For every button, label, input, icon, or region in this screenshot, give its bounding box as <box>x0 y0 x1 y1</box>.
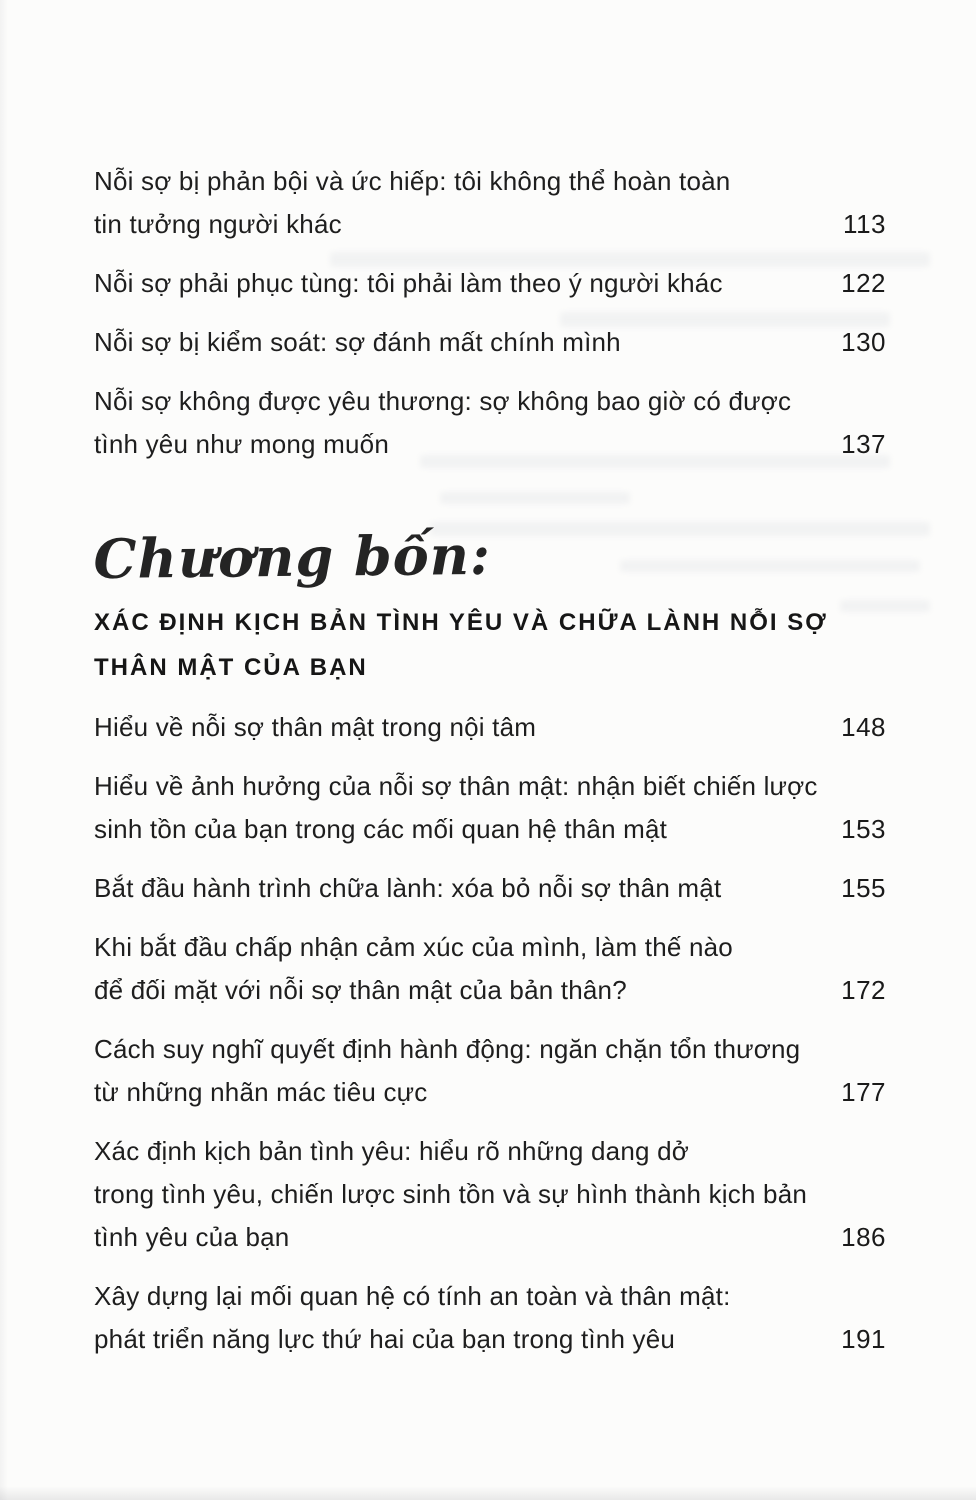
toc-section-top <box>94 160 886 466</box>
toc-entry <box>94 160 886 246</box>
toc-entry-text: Hiểu về nỗi sợ thân mật trong nội tâm <box>94 712 537 742</box>
toc-entry <box>94 1275 886 1361</box>
toc-entry-text: để đối mặt với nỗi sợ thân mật của bản thân? <box>94 975 627 1005</box>
toc-entry-text: trong tình yêu, chiến lược sinh tồn và sự hình thành kịch bản <box>94 1179 808 1209</box>
toc-entry-text: Nỗi sợ bị phản bội và ức hiếp: tôi không thể hoàn toàn <box>94 166 731 196</box>
toc-entry <box>94 926 886 1012</box>
chapter-title-line: XÁC ĐỊNH KỊCH BẢN TÌNH YÊU VÀ CHỮA LÀNH NỖI SỢ <box>94 609 828 636</box>
toc-entry-text: Cách suy nghĩ quyết định hành động: ngăn chặn tổn thương <box>94 1034 801 1064</box>
chapter-heading-block <box>94 522 886 690</box>
toc-entry <box>94 1028 886 1114</box>
toc-entry <box>94 765 886 851</box>
toc-section-chapter4 <box>94 706 886 1361</box>
toc-page-number: 122 <box>841 268 886 298</box>
toc-entry <box>94 380 886 466</box>
toc-page-number: 172 <box>841 975 886 1005</box>
toc-entry-text: Xây dựng lại mối quan hệ có tính an toàn và thân mật: <box>94 1281 731 1311</box>
toc-entry <box>94 867 886 910</box>
toc-entry-text: phát triển năng lực thứ hai của bạn trong tình yêu <box>94 1324 676 1354</box>
chapter-script-title: Chương bốn: <box>93 522 492 592</box>
toc-page-number: 177 <box>841 1077 886 1107</box>
bleedthrough-artifact <box>440 492 630 504</box>
page-edge-shade-bottom <box>0 1486 976 1500</box>
toc-entry-text: tình yêu của bạn <box>94 1222 290 1252</box>
toc-entry-text: tình yêu như mong muốn <box>94 429 389 459</box>
page-edge-shade-left <box>0 0 8 1500</box>
toc-page-number: 137 <box>841 429 886 459</box>
toc-entry-text: Nỗi sợ không được yêu thương: sợ không bao giờ có được <box>94 386 792 416</box>
toc-entry <box>94 321 886 364</box>
toc-page-number: 113 <box>843 209 886 239</box>
toc-entry-text: sinh tồn của bạn trong các mối quan hệ thân mật <box>94 814 668 844</box>
toc-entry-text: Nỗi sợ phải phục tùng: tôi phải làm theo ý người khác <box>94 268 723 298</box>
toc-entry-text: Xác định kịch bản tình yêu: hiểu rõ những dang dở <box>94 1136 689 1166</box>
chapter-title <box>94 600 886 690</box>
toc-entry-text: Khi bắt đầu chấp nhận cảm xúc của mình, làm thế nào <box>94 932 733 962</box>
toc-entry-text: Bắt đầu hành trình chữa lành: xóa bỏ nỗi sợ thân mật <box>94 873 722 903</box>
toc-page-number: 153 <box>841 814 886 844</box>
toc-entry-text: Nỗi sợ bị kiểm soát: sợ đánh mất chính mình <box>94 327 621 357</box>
toc-entry <box>94 1130 886 1259</box>
toc-entry-text: từ những nhãn mác tiêu cực <box>94 1077 428 1107</box>
toc-entry <box>94 706 886 749</box>
toc-page-number: 155 <box>841 873 886 903</box>
toc-page-number: 148 <box>841 712 886 742</box>
toc-page-number: 186 <box>841 1222 886 1252</box>
toc-page-number: 191 <box>841 1324 886 1354</box>
chapter-title-line: THÂN MẬT CỦA BẠN <box>94 654 368 681</box>
toc-entry <box>94 262 886 305</box>
toc-page-number: 130 <box>841 327 886 357</box>
toc-entry-text: tin tưởng người khác <box>94 209 342 239</box>
toc-entry-text: Hiểu về ảnh hưởng của nỗi sợ thân mật: nhận biết chiến lược <box>94 771 818 801</box>
